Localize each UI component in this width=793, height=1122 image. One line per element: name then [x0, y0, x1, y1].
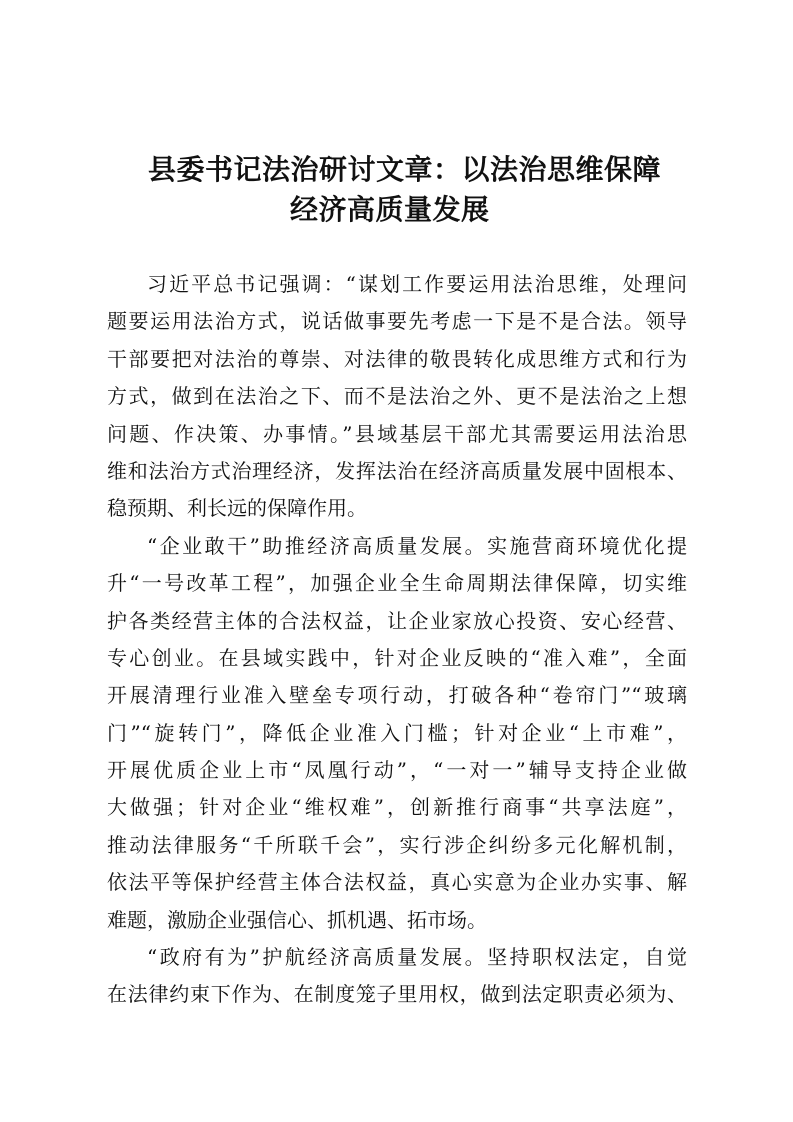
paragraph-line: 难题，激励企业强信心、抓机遇、拓市场。 [107, 907, 487, 932]
paragraph-line: 稳预期、利长远的保障作用。 [107, 496, 367, 521]
paragraph-line: “企业敢干”助推经济高质量发展。实施营商环境优化提 [147, 533, 687, 558]
paragraph-line: 习近平总书记强调：“谋划工作要运用法治思维，处理问 [147, 272, 687, 296]
paragraph-line: 升“一号改革工程”，加强企业全生命周期法律保障，切实维 [107, 571, 687, 596]
paragraph-line: 门”“旋转门”，降低企业准入门槛；针对企业“上市难”， [107, 720, 687, 745]
document-title-line-1: 县委书记法治研讨文章：以法治思维保障 [148, 153, 662, 186]
paragraph-line: 专心创业。在县域实践中，针对企业反映的“准入难”，全面 [107, 645, 687, 670]
paragraph-line: 题要运用法治方式，说话做事要先考虑一下是不是合法。领导 [107, 309, 687, 334]
paragraph [107, 528, 687, 939]
paragraph [107, 939, 687, 1014]
document-body [107, 266, 687, 1014]
paragraph-line: 护各类经营主体的合法权益，让企业家放心投资、安心经营、 [107, 608, 687, 633]
paragraph-line: 在法律约束下作为、在制度笼子里用权，做到法定职责必须为、 [107, 982, 687, 1007]
paragraph-line: 维和法治方式治理经济，发挥法治在经济高质量发展中固根本、 [107, 458, 687, 483]
paragraph-line: “政府有为”护航经济高质量发展。坚持职权法定，自觉 [147, 945, 687, 970]
paragraph-line: 干部要把对法治的尊崇、对法律的敬畏转化成思维方式和行为 [107, 346, 687, 371]
paragraph-line: 依法平等保护经营主体合法权益，真心实意为企业办实事、解 [107, 870, 687, 895]
document-title-line-2: 经济高质量发展 [290, 193, 490, 226]
paragraph-line: 开展清理行业准入壁垒专项行动，打破各种“卷帘门”“玻璃 [107, 683, 687, 708]
paragraph-line: 推动法律服务“千所联千会”，实行涉企纠纷多元化解机制， [107, 832, 687, 857]
paragraph-line: 开展优质企业上市“凤凰行动”，“一对一”辅导支持企业做 [107, 758, 687, 783]
paragraph-line: 方式，做到在法治之下、而不是法治之外、更不是法治之上想 [107, 384, 687, 409]
paragraph-line: 大做强；针对企业“维权难”，创新推行商事“共享法庭”， [107, 795, 687, 820]
paragraph [107, 266, 687, 528]
paragraph-line: 问题、作决策、办事情。”县域基层干部尤其需要运用法治思 [107, 421, 687, 446]
